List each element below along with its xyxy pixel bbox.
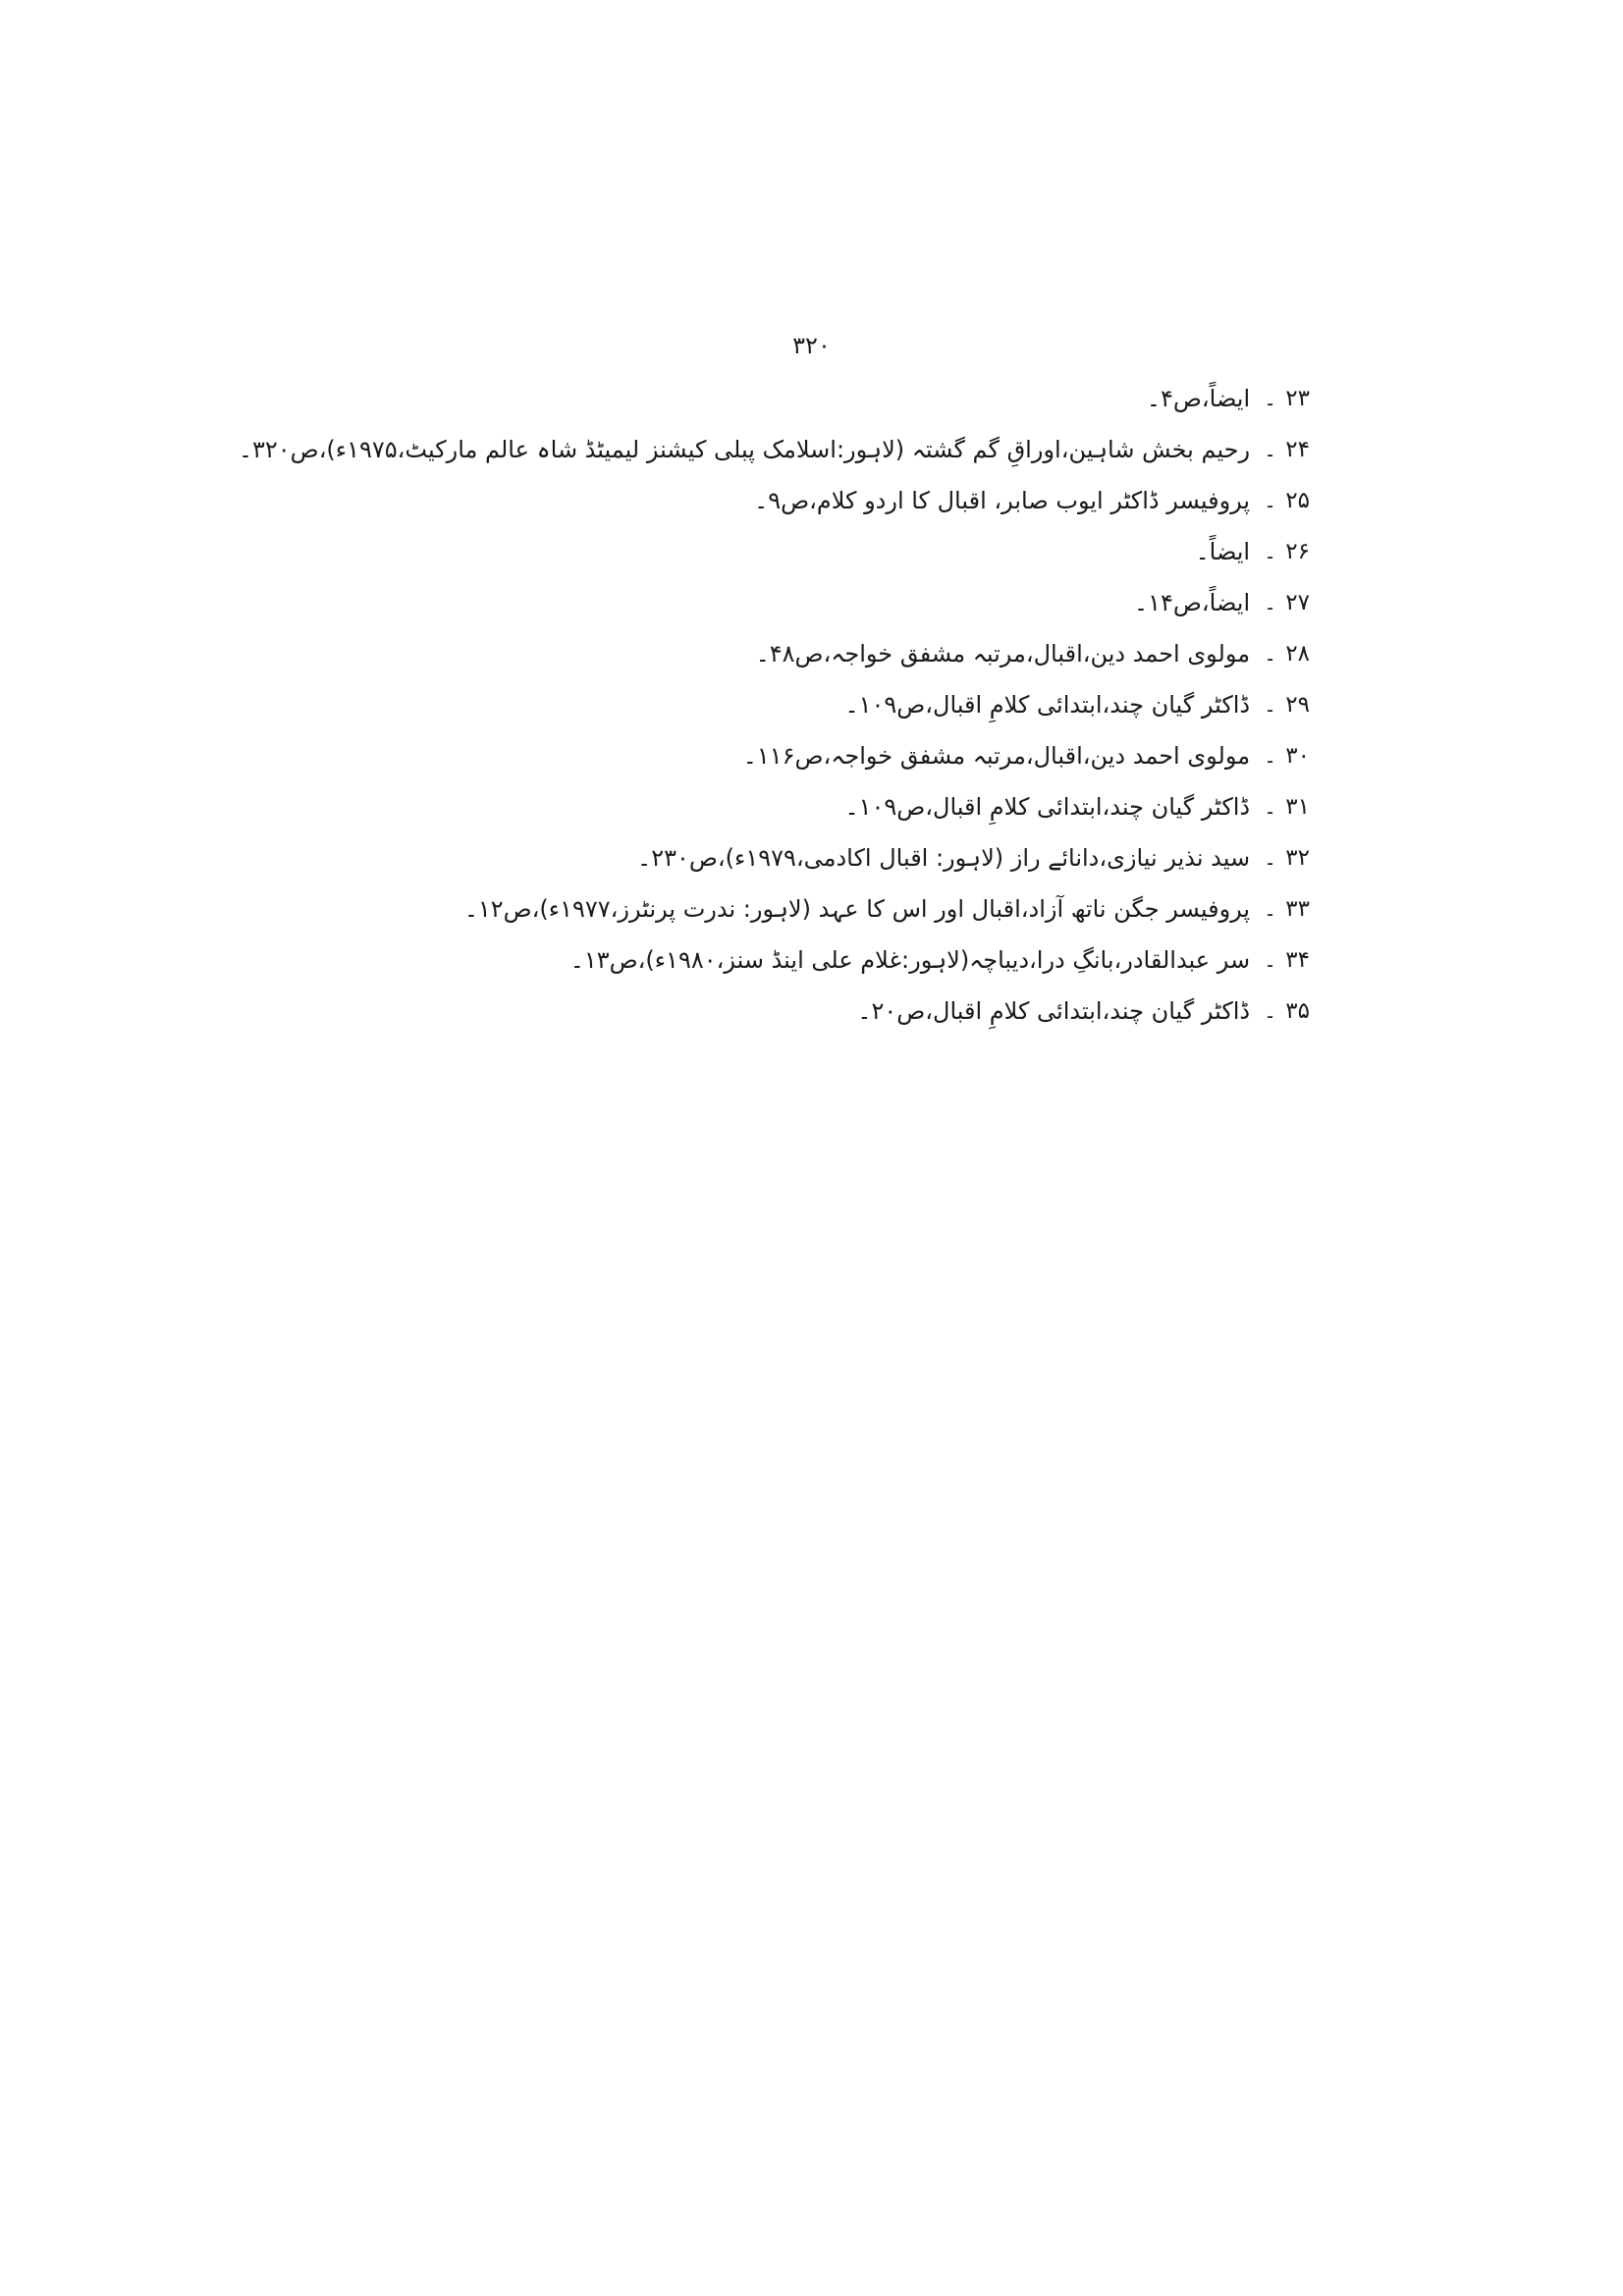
endnote-item (328, 986, 1310, 1037)
endnote-number: ۳۲ (1285, 845, 1310, 871)
endnote-text: سید نذیر نیازی،دانائے راز (لاہور: اقبال اکادمی،۱۹۷۹ء)،ص۲۳۰۔ (637, 844, 1251, 872)
endnote-text: رحیم بخش شاہین،اوراقِ گم گشتہ (لاہور:اسلامک پبلی کیشنز لیمیٹڈ شاہ عالم مارکیٹ،۱۹۷۵ء)،ص۳۲۰۔ (238, 436, 1251, 463)
endnote-separator: ۔ (1264, 692, 1276, 718)
endnote-item (328, 730, 1310, 781)
endnote-item (328, 781, 1310, 832)
page-number: ۳۲۰ (792, 332, 831, 359)
endnote-item (328, 883, 1310, 934)
endnote-number: ۳۳ (1285, 896, 1310, 922)
endnote-separator: ۔ (1264, 947, 1276, 973)
endnote-number: ۲۹ (1285, 692, 1310, 718)
endnote-text: ایضاً،ص۴۔ (1146, 385, 1251, 412)
endnote-text: ایضاً،ص۱۴۔ (1134, 589, 1251, 616)
endnote-number: ۳۴ (1285, 947, 1310, 973)
endnote-number: ۳۱ (1285, 794, 1310, 820)
endnote-text: پروفیسر ڈاکٹر ایوب صابر، اقبال کا اردو کلام،ص۹۔ (754, 487, 1251, 514)
endnote-item (328, 373, 1310, 424)
endnote-number: ۳۵ (1285, 998, 1310, 1024)
endnote-number: ۲۸ (1285, 641, 1310, 667)
endnote-item (328, 475, 1310, 526)
endnote-item (328, 832, 1310, 883)
endnote-separator: ۔ (1264, 794, 1276, 820)
endnote-separator: ۔ (1264, 998, 1276, 1024)
endnote-number: ۳۰ (1285, 743, 1310, 769)
endnote-text: ڈاکٹر گیان چند،ابتدائی کلامِ اقبال،ص۲۰۔ (857, 997, 1251, 1025)
endnote-text: پروفیسر جگن ناتھ آزاد،اقبال اور اس کا عہد (لاہور: ندرت پرنٹرز،۱۹۷۷ء)،ص۱۲۔ (463, 895, 1251, 923)
endnote-separator: ۔ (1264, 896, 1276, 922)
endnote-number: ۲۴ (1285, 437, 1310, 462)
endnote-separator: ۔ (1264, 488, 1276, 513)
endnote-item (238, 424, 1310, 475)
endnote-separator: ۔ (1264, 743, 1276, 769)
endnote-item (328, 577, 1310, 628)
endnotes-list (238, 373, 1310, 1037)
endnote-item (328, 934, 1310, 986)
endnote-text: مولوی احمد دین،اقبال،مرتبہ مشفق خواجہ،ص۱۱۶۔ (742, 742, 1251, 770)
endnote-text: ڈاکٹر گیان چند،ابتدائی کلامِ اقبال،ص۱۰۹۔ (844, 691, 1251, 719)
endnote-number: ۲۵ (1285, 488, 1310, 513)
endnote-text: مولوی احمد دین،اقبال،مرتبہ مشفق خواجہ،ص۴۸۔ (755, 640, 1251, 667)
endnote-separator: ۔ (1264, 386, 1276, 411)
endnote-separator: ۔ (1264, 641, 1276, 667)
endnote-separator: ۔ (1264, 539, 1276, 564)
endnote-separator: ۔ (1264, 590, 1276, 615)
endnote-item (328, 628, 1310, 679)
endnote-item (328, 526, 1310, 577)
endnote-text: ایضاً۔ (1195, 538, 1251, 565)
endnote-number: ۲۷ (1285, 590, 1310, 615)
endnote-number: ۲۳ (1285, 386, 1310, 411)
endnote-separator: ۔ (1264, 437, 1276, 462)
endnote-text: سر عبدالقادر،بانگِ درا،دیباچہ(لاہور:غلام علی اینڈ سنز،۱۹۸۰ء)،ص۱۳۔ (569, 946, 1251, 974)
endnote-item (328, 679, 1310, 730)
endnote-number: ۲۶ (1285, 539, 1310, 564)
endnote-separator: ۔ (1264, 845, 1276, 871)
endnote-text: ڈاکٹر گیان چند،ابتدائی کلامِ اقبال،ص۱۰۹۔ (844, 793, 1251, 821)
